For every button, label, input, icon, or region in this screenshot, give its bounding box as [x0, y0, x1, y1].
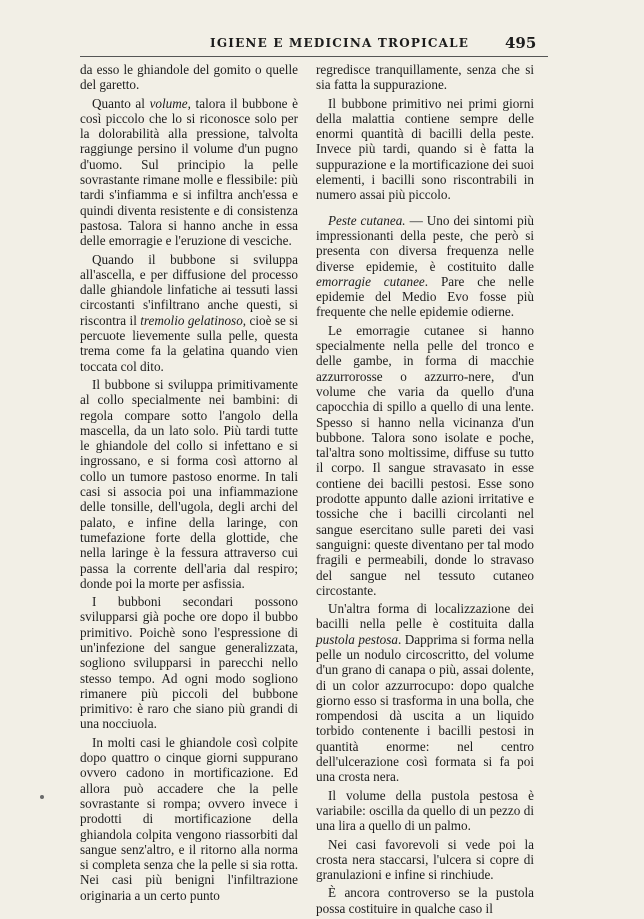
paragraph: Le emorragie cutanee si hanno specialmente nella pelle del tronco e delle gambe, in forma di macchie azzurrorosse o azzurro-nere, d'un volume che varia da quello d'una capocchia di spillo a quello di una lente. Spesso si hanno nella vicinanza d'un bubbone. Talora sono isolate e poche, tal'altra sono moltissime, diffuse su tutto il corpo. Il sangue stravasato in esse contiene dei bacilli pestosi. Esse sono prodotte appunto dalle azioni irritative e tossiche che i bacilli circolanti nel sangue esercitano sulle pareti dei vasi sanguigni: queste diventano per tal modo fragili e permeabili, donde lo stravaso del sangue nel tessuto cutaneo circostante.: [316, 322, 534, 598]
paragraph: Un'altra forma di localizzazione dei bacilli nella pelle è costituita dalla pustola pestosa. Dapprima si forma nella pelle un nodulo circoscritto, del volume d'un grano di canapa o più, assai dolente, di un color azzurrocupo: dopo qualche giorno esso si trasforma in una bolla, che rompendosi dà uscita a un liquido torbido contenente i bacilli pestosi in quantità enorme: nel centro dell'ulcerazione così formata si fa poi una crosta nera.: [316, 601, 534, 785]
running-head: IGIENE E MEDICINA TROPICALE: [210, 36, 470, 50]
page-number: 495: [505, 34, 537, 52]
section-paragraph: Peste cutanea. — Uno dei sintomi più impressionanti della peste, che però si presenta con diversa frequenza nelle diverse epidemie, è costituito dalle emorragie cutanee. Pare che nelle epidemie del Medio Evo fosse più frequente che nelle epidemie odierne.: [316, 212, 534, 320]
paragraph: I bubboni secondari possono svilupparsi già poche ore dopo il bubbo primitivo. Poichè sono l'espressione di un'infezione del sangue generalizzata, sogliono svilupparsi in parecchi nello stesso tempo. Ad ogni modo sogliono rimanere più piccoli del bubbone primitivo: è raro che siano più grandi di una nocciuola.: [80, 594, 298, 732]
left-column: [80, 62, 298, 906]
paragraph: Il bubbone si sviluppa primitivamente al collo specialmente nei bambini: di regola compare sotto l'angolo della mascella, da un lato solo. Più tardi tutte le ghiandole del collo si infettano e si ingrossano, e si forma così attorno al collo un tumore pastoso enorme. In tali casi si associa poi una infiammazione delle tonsille, dell'ugola, degli archi del palato, e infine della laringe, con tumefazione forte della glottide, che nella laringe è la fessura attraverso cui passa la corrente dell'aria dal respiro; donde poi la morte per asfissia.: [80, 376, 298, 591]
paragraph: regredisce tranquillamente, senza che si sia fatta la suppurazione.: [316, 62, 534, 93]
paragraph: Quando il bubbone si sviluppa all'ascella, e per diffusione del processo dalle ghiandole linfatiche ai tessuti lassi circostanti s'infiltrano anche questi, si riscontra il tremolio gelatinoso, cioè se si percuote lievemente sulla pelle, questa trema come fa la gelatina quando vien toccata col dito.: [80, 251, 299, 374]
header-rule: [80, 56, 548, 57]
scan-speck: [40, 795, 44, 799]
paragraph: In molti casi le ghiandole così colpite dopo quattro o cinque giorni suppurano ovvero cadono in mortificazione. Ed allora può accadere che la pelle sovrastante si rompa; ovvero invece i prodotti di mortificazione della ghiandola colpita vengono riassorbiti dal sangue senz'altro, e il ritorno alla norma si completa senza che la pelle si sia rotta. Nei casi più benigni l'infiltrazione originaria a un certo punto: [80, 734, 298, 903]
paragraph: Il bubbone primitivo nei primi giorni della malattia contiene sempre delle enormi quantità di bacilli della peste. Invece più tardi, quando si è fatta la suppurazione e la mortificazione dei suoi elementi, i bacilli sono riscontrabili in numero assai più piccolo.: [316, 95, 534, 203]
paragraph: Nei casi favorevoli si vede poi la crosta nera staccarsi, l'ulcera si copre di granulazioni e infine si rinchiude.: [316, 836, 534, 883]
paragraph: Il volume della pustola pestosa è variabile: oscilla da quello di un pezzo di una lira a quello di un palmo.: [316, 787, 534, 834]
paragraph: Quanto al volume, talora il bubbone è così piccolo che lo si riconosce solo per la dolorabilità alla pressione, talvolta raggiunge persino il volume d'un pugno d'uomo. Sul principio la pelle sovrastante rimane molle e flessibile: più tardi s'infiamma e si infiltra anch'essa e quindi diventa resistente e di consistenza pastosa. Talora si hanno anche in essa delle emorragie e l'eruzione di vesciche.: [80, 95, 298, 249]
paragraph: È ancora controverso se la pustola possa costituire in qualche caso il: [316, 885, 534, 916]
right-column: [316, 62, 534, 919]
paragraph: da esso le ghiandole del gomito o quelle del garetto.: [80, 62, 298, 93]
section-run-in-heading: Peste cutanea.: [328, 212, 406, 228]
